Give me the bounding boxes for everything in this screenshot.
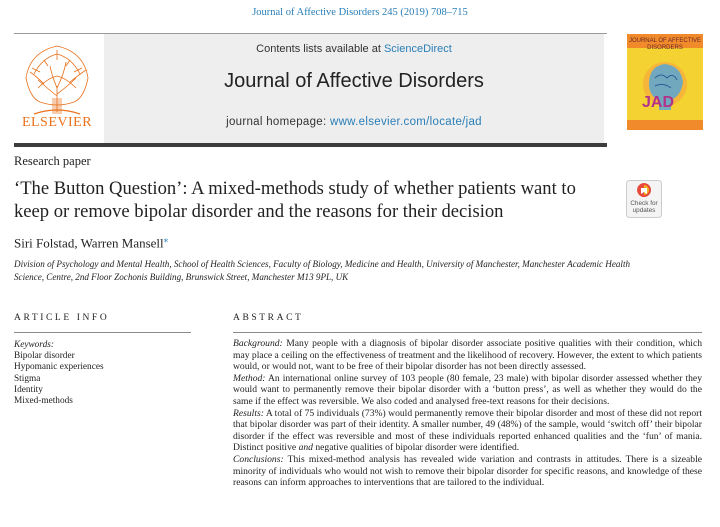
background-text: Many people with a diagnosis of bipolar disorder associate positive qualities with their condition, which may place a ceiling on the effectiveness of treatment and the likelihood of recovery. However, the extent to which patients would, or would not, want to be free of their bipolar disorder has not been directly assessed. <box>233 338 703 373</box>
contents-prefix: Contents lists available at <box>256 43 384 55</box>
article-info-heading: ARTICLE INFO <box>14 313 110 323</box>
abstract-method <box>233 373 702 408</box>
method-text: An international online survey of 103 people (80 female, 23 male) with bipolar disorder assessed whether they would want to permanently remove their bipolar disorder with a ‘button press’, as well as whether they would do the same if the effect was reversible. We also coded and analysed free-text reasons for their decisions. <box>233 372 702 407</box>
article-authors <box>14 234 168 251</box>
abstract-body <box>233 338 702 489</box>
abstract-results <box>233 408 702 454</box>
method-label: Method: <box>233 372 266 384</box>
results-text-2: negative qualities of bipolar disorder were identified. <box>312 442 520 454</box>
abstract-conclusions <box>233 454 702 489</box>
keyword-item: Identity <box>14 384 43 395</box>
journal-homepage <box>104 116 604 128</box>
homepage-link[interactable]: www.elsevier.com/locate/jad <box>329 116 482 128</box>
keyword-item: Bipolar disorder <box>14 351 75 361</box>
cover-jad-mark: JAD <box>642 94 675 111</box>
keyword-item: Mixed-methods <box>14 396 73 407</box>
header-bottom-rule <box>14 143 607 147</box>
keywords-label: Keywords: <box>14 340 54 350</box>
header-top-rule <box>14 33 607 34</box>
contents-availability <box>104 43 604 55</box>
cover-journal-title: JOURNAL OF AFFECTIVE DISORDERS <box>628 38 702 51</box>
article-type: Research paper <box>14 154 91 168</box>
sciencedirect-link[interactable]: ScienceDirect <box>383 43 452 55</box>
elsevier-wordmark[interactable]: ELSEVIER <box>21 115 93 130</box>
results-text-1: A total of 75 individuals (73%) would permanently remove their bipolar disorder and most of these did not report that bipolar disorder was part of their identity. A smaller number, 49 (48%) of the sample, would ‘switch off’ their bipolar disorder if the effect was reversible and most of these individuals reported enhanced qualities and the ‘fun’ of mania. Distinct positive <box>233 407 702 454</box>
article-title: ‘The Button Question’: A mixed-methods study of whether patients want to keep or remove bipolar disorder and the reasons for their decision <box>14 178 576 222</box>
conclusions-label: Conclusions: <box>233 453 284 465</box>
abstract-heading: ABSTRACT <box>233 313 304 323</box>
keywords-list <box>14 351 104 407</box>
results-emphasis: and <box>298 442 313 454</box>
author-affiliation: Division of Psychology and Mental Health, School of Health Sciences, Faculty of Biology, Medicine and Health, University of Manchester, Manchester Academic Health Science, Centre, 2nd Floor Zochonis Building, Brunswick Street, Manchester M13 9PL, UK <box>14 259 631 282</box>
article-info-rule <box>14 332 191 333</box>
keyword-item: Hypomanic experiences <box>14 362 104 373</box>
author-names: Siri Folstad, Warren Mansell <box>14 235 164 251</box>
journal-citation[interactable]: Journal of Affective Disorders 245 (2019) 708–715 <box>252 7 468 18</box>
homepage-label: journal homepage: <box>226 116 330 128</box>
abstract-background <box>233 338 702 373</box>
corresponding-author-mark[interactable]: ⁎ <box>163 234 169 244</box>
results-label: Results: <box>233 407 264 419</box>
keyword-item: Stigma <box>14 373 41 384</box>
conclusions-text: This mixed-method analysis has revealed wide variation and contrasts in attitudes. There is a sizeable minority of individuals who would not wish to remove their bipolar disorder for specific reasons, and knowledge of these reasons can inform approaches to interventions that are tailored to the individual. <box>233 453 702 489</box>
journal-title: Journal of Affective Disorders <box>224 70 484 92</box>
background-label: Background: <box>233 338 283 349</box>
abstract-rule <box>233 332 702 333</box>
check-for-updates-label[interactable]: Check for updates <box>630 200 658 214</box>
